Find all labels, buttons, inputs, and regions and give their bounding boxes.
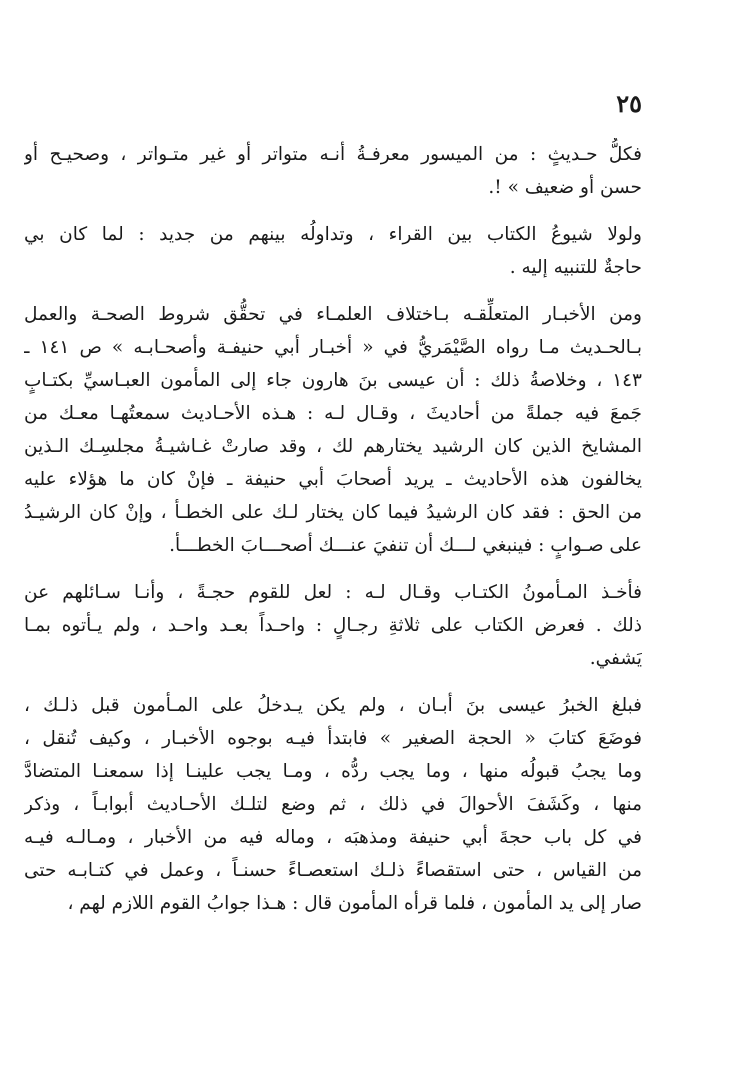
text-line: حسن أو ضعيف » !. [488, 177, 642, 198]
text-line: حاجةٌ للتنبيه إليه . [509, 257, 642, 278]
body-text [24, 138, 642, 934]
text-line: ١٤٣ ، وخلاصةُ ذلك : أن عيسى بنَ هارون جاء إلى المأمون العبـاسيِّ بكتـابٍ [24, 370, 642, 391]
text-line: يَشفي. [589, 648, 642, 669]
text-line: يخالفون هذه الأحاديث ـ يريد أصحابَ أبي حنيفة ـ فإنْ كان ما هؤلاء عليه [24, 469, 642, 490]
text-line: المشايخ الذين كان الرشيد يختارهم لك ، وقد صارتْ غـاشيـةُ مجلسِـك الـذين [24, 436, 642, 457]
text-line: فكلُّ حـديثٍ : من الميسور معرفـةُ أنـه متواتر أو غير متـواتر ، وصحيـح أو [24, 144, 642, 165]
page-number: ٢٥ [616, 89, 642, 118]
text-line: فوضَعَ كتابَ « الحجة الصغير » فابتدأ فيـه بوجوه الأخبـار ، وكيف تُنقل ، [24, 728, 642, 749]
paragraph [24, 138, 642, 204]
text-line: فأخـذ المـأمونُ الكتـاب وقـال لـه : لعل للقوم حجـةً ، وأنـا سـائلهم عن [24, 582, 642, 603]
text-line: من الحق : فقد كان الرشيدُ فيما كان يختار لـك على الخطـأ ، وإنْ كان الرشيـدُ [24, 502, 642, 523]
paragraph [24, 689, 642, 920]
text-line: في كل باب حجةَ أبي حنيفة ومذهبَه ، وماله فيه من الأخبار ، ومـالـه فيـه [24, 827, 642, 848]
text-line: فبلغ الخبرُ عيسى بنَ أبـان ، ولم يكن يـدخلُ على المـأمون قبل ذلـك ، [24, 695, 642, 716]
text-line: ومن الأخبـار المتعلِّقـه بـاختلاف العلمـاء في تحقُّق شروط الصحـة والعمل [24, 304, 642, 325]
text-line: جَمعَ فيه جملةً من أحاديثَ ، وقـال لـه : هـذه الأحـاديث سمعتُهـا معـك من [24, 403, 642, 424]
text-line: من القياس ، حتى استقصاءً ذلـك استعصـاءً حسنـاً ، وعمل في كتـابـه حتى [24, 860, 642, 881]
text-line: وما يجبُ قبولُه منها ، وما يجب ردُّه ، ومـا يجب علينـا إذا سمعنـا المتضادَّ [24, 761, 642, 782]
text-line: على صـوابٍ : فينبغي لـــك أن تنفيَ عنـــك أصحـــابَ الخطـــأ. [169, 535, 642, 556]
text-line: صار إلى يد المأمون ، فلما قرأه المأمون قال : هـذا جوابُ القوم اللازم لهم ، [67, 893, 642, 914]
text-line: بـالحـديث مـا رواه الصَّيْمَريُّ في « أخبـار أبي حنيفـة وأصحـابـه » ص ١٤١ ـ [24, 337, 642, 358]
paragraph [24, 218, 642, 284]
paragraph [24, 298, 642, 562]
paragraph [24, 576, 642, 675]
text-line: ولولا شيوعُ الكتاب بين القراء ، وتداولُه بينهم من جديد : لما كان بي [24, 224, 642, 245]
text-line: ذلك . فعرض الكتاب على ثلاثةِ رجـالٍ : واحـداً بعـد واحـد ، ولم يـأتوه بمـا [24, 615, 642, 636]
text-line: منها ، وكَشَفَ الأحوالَ في ذلك ، ثم وضع لتلـك الأحـاديث أبوابـاً ، وذكر [24, 794, 642, 815]
